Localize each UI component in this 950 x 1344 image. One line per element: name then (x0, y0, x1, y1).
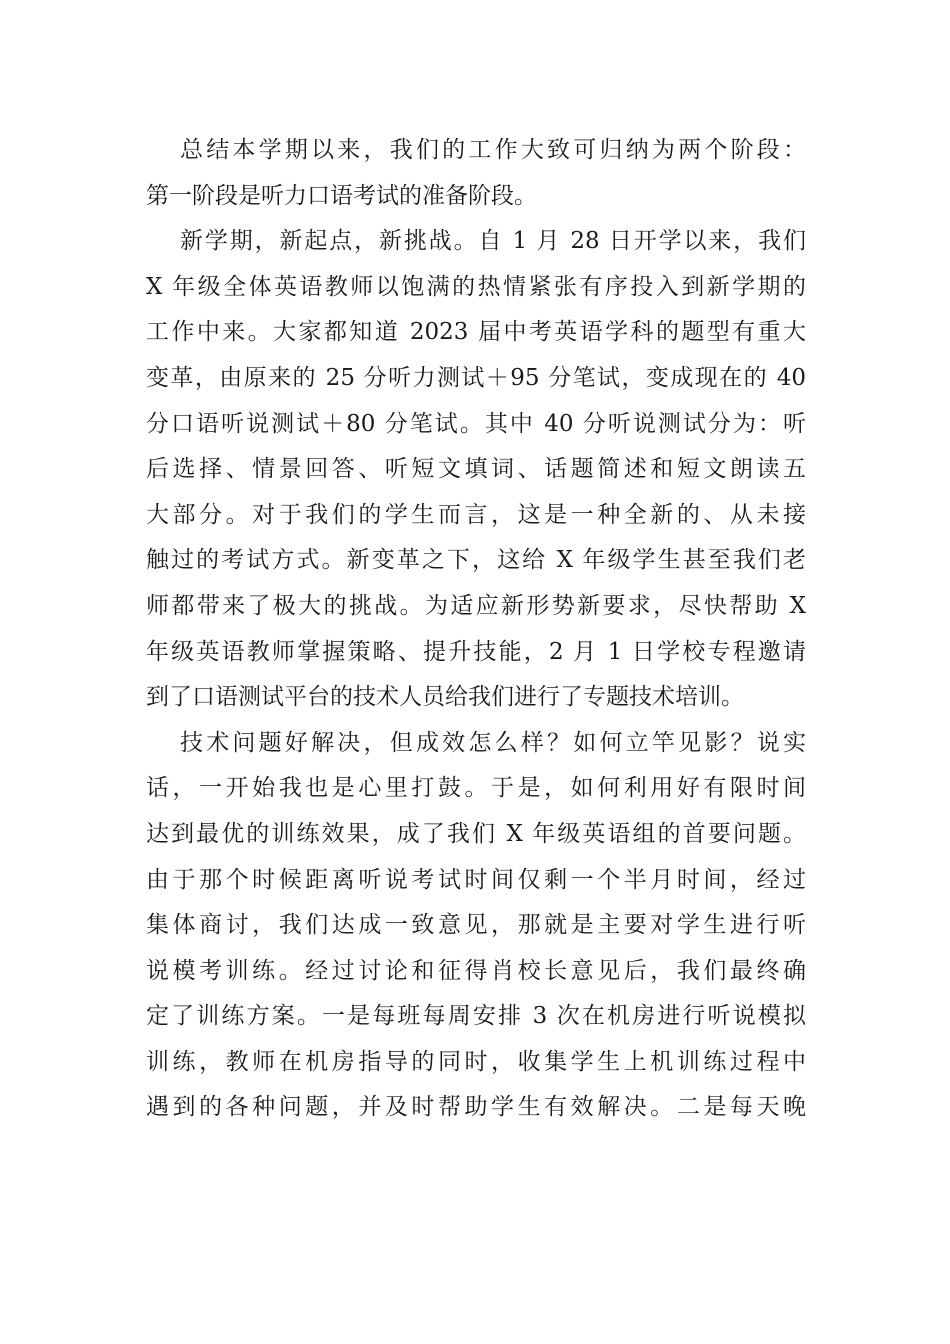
text-line: 技术问题好解决，但成效怎么样？如何立竿见影？说实 (180, 729, 806, 756)
text-line: 训练，教师在机房指导的同时，收集学生上机训练过程中 (146, 1048, 806, 1075)
text-line: 第一阶段是听力口语考试的准备阶段。 (146, 182, 537, 209)
text-line: 新学期，新起点，新挑战。自 1 月 28 日开学以来，我们 (180, 228, 806, 255)
text-line: 到了口语测试平台的技术人员给我们进行了专题技术培训。 (146, 684, 744, 711)
text-line: 工作中来。大家都知道 2023 届中考英语学科的题型有重大 (146, 319, 806, 346)
text-line: 分口语听说测试＋80 分笔试。其中 40 分听说测试分为：听 (146, 410, 806, 437)
text-line: X 年级全体英语教师以饱满的热情紧张有序投入到新学期的 (146, 273, 806, 300)
document-body (146, 128, 806, 1131)
paragraph-3 (146, 721, 806, 1131)
text-line: 集体商讨，我们达成一致意见，那就是主要对学生进行听 (146, 912, 806, 939)
text-line: 定了训练方案。一是每班每周安排 3 次在机房进行听说模拟 (146, 1003, 806, 1030)
text-line: 总结本学期以来，我们的工作大致可归纳为两个阶段： (180, 137, 806, 163)
text-line: 变革，由原来的 25 分听力测试＋95 分笔试，变成现在的 40 (146, 364, 806, 391)
text-line: 遇到的各种问题，并及时帮助学生有效解决。二是每天晚 (146, 1094, 806, 1121)
text-line: 达到最优的训练效果，成了我们 X 年级英语组的首要问题。 (146, 820, 806, 847)
paragraph-1 (146, 128, 806, 219)
text-line: 由于那个时候距离听说考试时间仅剩一个半月时间，经过 (146, 866, 806, 893)
text-line: 大部分。对于我们的学生而言，这是一种全新的、从未接 (146, 501, 806, 528)
text-line: 触过的考试方式。新变革之下，这给 X 年级学生甚至我们老 (146, 547, 806, 574)
text-line: 说模考训练。经过讨论和征得肖校长意见后，我们最终确 (146, 957, 806, 984)
text-line: 师都带来了极大的挑战。为适应新形势新要求，尽快帮助 X (146, 592, 806, 619)
text-line: 话，一开始我也是心里打鼓。于是，如何利用好有限时间 (146, 775, 806, 802)
paragraph-2 (146, 219, 806, 721)
text-line: 后选择、情景回答、听短文填词、话题简述和短文朗读五 (146, 456, 806, 483)
text-line: 年级英语教师掌握策略、提升技能，2 月 1 日学校专程邀请 (146, 638, 806, 665)
